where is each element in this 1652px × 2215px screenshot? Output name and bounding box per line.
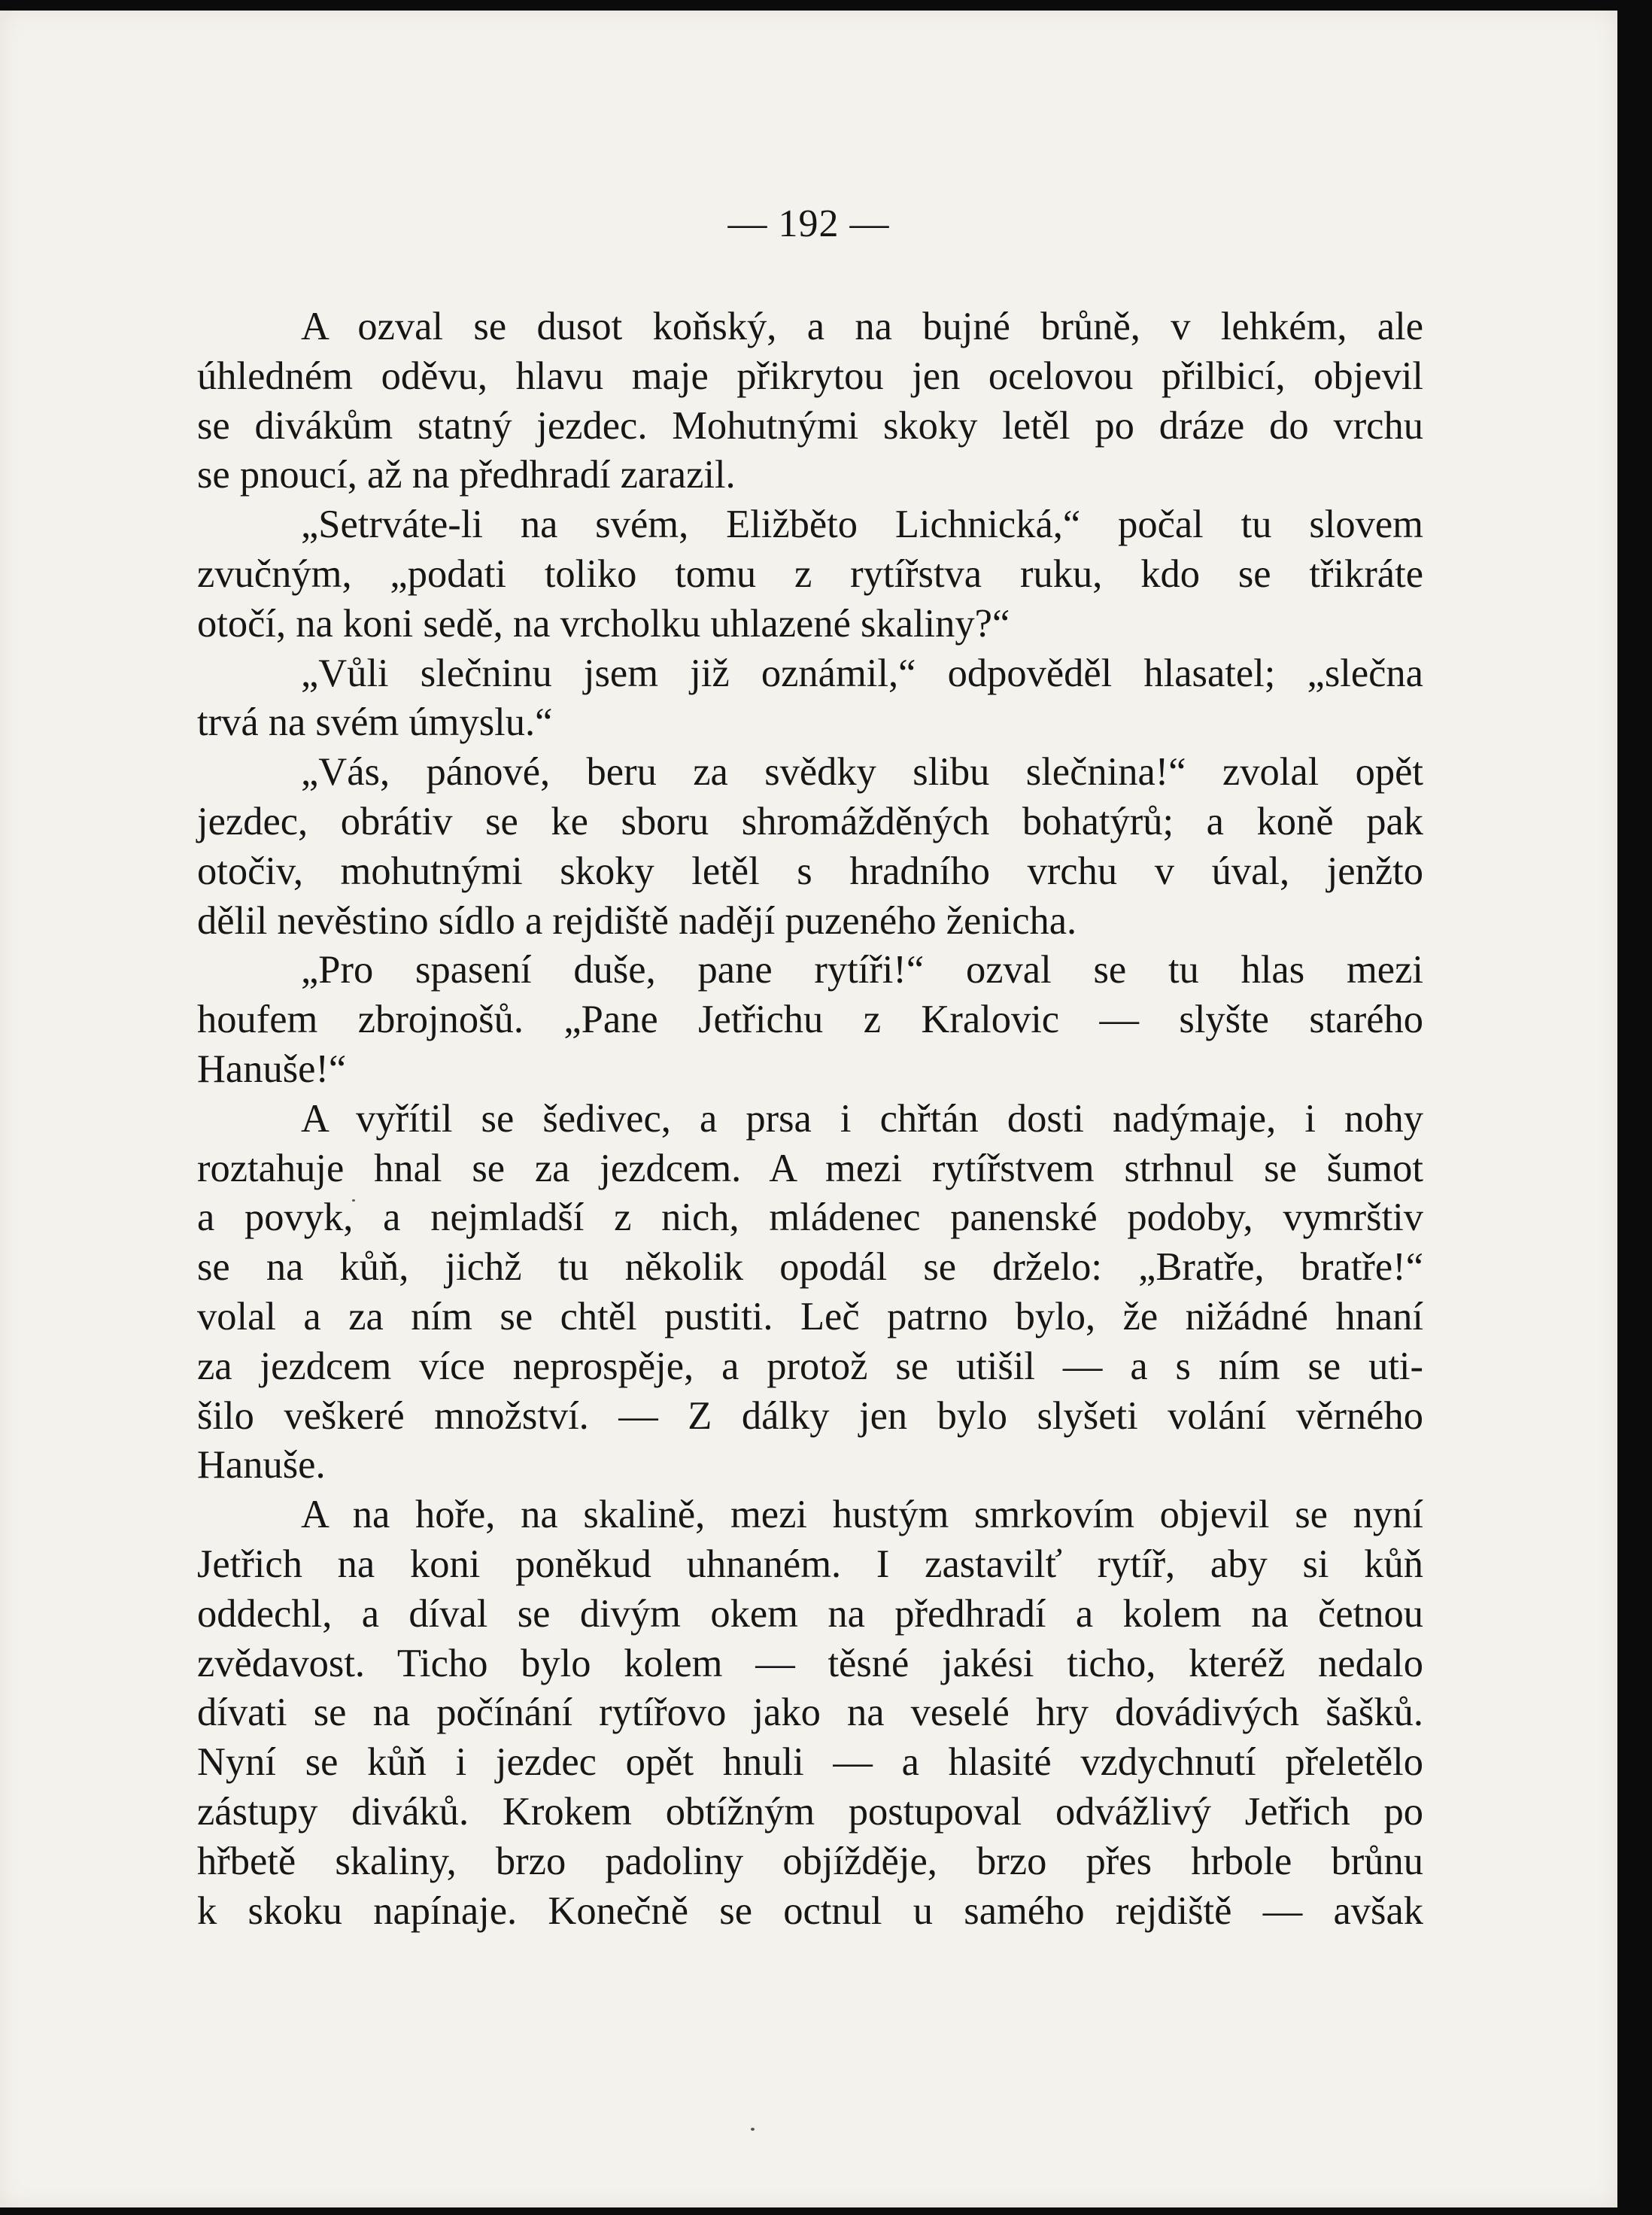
text-line: se divákům statný jezdec. Mohutnými skoky letěl po dráze do vrchu [197,403,1423,448]
text-line: Nyní se kůň i jezdec opět hnuli — a hlasité vzdychnutí přeletělo [197,1740,1423,1785]
text-line: hřbetě skaliny, brzo padoliny objížděje, brzo přes hrbole brůnu [197,1839,1423,1883]
text-line: A vyřítil se šedivec, a prsa i chřtán dosti nadýmaje, i nohy [301,1096,1423,1141]
text-line: „Vás, pánové, beru za svědky slibu slečnina!“ zvolal opět [301,750,1423,795]
text-line: šilo veškeré množství. — Z dálky jen bylo slyšeti volání věrného [197,1393,1423,1438]
text-line: A na hoře, na skalině, mezi hustým smrkovím objevil se nyní [301,1493,1423,1537]
scan-border-top [0,0,1652,11]
text-line: zvučným, „podati toliko tomu z rytířstva ruku, kdo se třikráte [197,551,1423,596]
text-line: „Vůli slečninu jsem již oznámil,“ odpověděl hlasatel; „slečna [301,651,1423,695]
text-line: roztahuje hnal se za jezdcem. A mezi rytířstvem strhnul se šumot [197,1146,1423,1190]
text-line: se pnoucí, až na předhradí zarazil. [197,453,736,497]
text-line: k skoku napínaje. Konečně se octnul u samého rejdiště — avšak [197,1888,1423,1933]
text-line: se na kůň, jichž tu několik opodál se drželo: „Bratře, bratře!“ [197,1245,1423,1290]
text-line: a povyk, a nejmladší z nich, mládenec panenské podoby, vymrštiv [197,1196,1423,1240]
text-line: „Setrváte-li na svém, Eližběto Lichnická,“ počal tu slovem [301,503,1423,547]
page-number-header: — 192 — [727,202,890,245]
text-line: oddechl, a díval se divým okem na předhradí a kolem na četnou [197,1591,1423,1636]
body-text [197,302,1423,1936]
text-line: volal a za ním se chtěl pustiti. Leč patrno bylo, že nižádné hnaní [197,1294,1423,1338]
text-line: zástupy diváků. Krokem obtížným postupoval odvážlivý Jetřich po [197,1789,1423,1834]
text-line: A ozval se dusot koňský, a na bujné brůně, v lehkém, ale [301,305,1423,348]
text-line: dělil nevěstino sídlo a rejdiště nadějí puzeného ženicha. [197,898,1077,943]
text-line: dívati se na počínání rytířovo jako na veselé hry dovádivých šašků. [197,1691,1423,1735]
text-line: za jezdcem více neprospěje, a protož se utišil — a s ním se uti- [197,1344,1423,1388]
text-line: otočiv, mohutnými skoky letěl s hradního vrchu v úval, jenžto [197,849,1423,893]
text-line: Jetřich na koni poněkud uhnaném. I zastavilť rytíř, aby si kůň [197,1542,1423,1586]
text-line: Hanuše!“ [197,1047,347,1091]
text-line: jezdec, obrátiv se ke sboru shromážděných bohatýrů; a koně pak [197,799,1423,843]
text-line: houfem zbrojnošů. „Pane Jetřichu z Kralovic — slyšte starého [197,998,1423,1042]
text-line: „Pro spasení duše, pane rytíři!“ ozval se tu hlas mezi [301,948,1423,992]
text-line: trvá na svém úmyslu.“ [197,700,553,745]
paper-speck [751,2128,755,2131]
text-line: otočí, na koni sedě, na vrcholku uhlazené skaliny?“ [197,601,1010,646]
text-line: Hanuše. [197,1443,326,1487]
text-line: zvědavost. Ticho bylo kolem — těsné jakési ticho, kteréž nedalo [197,1641,1423,1685]
text-line: úhledném oděvu, hlavu maje přikrytou jen ocelovou přilbicí, objevil [197,354,1423,398]
scan-border-right [1617,0,1652,2215]
